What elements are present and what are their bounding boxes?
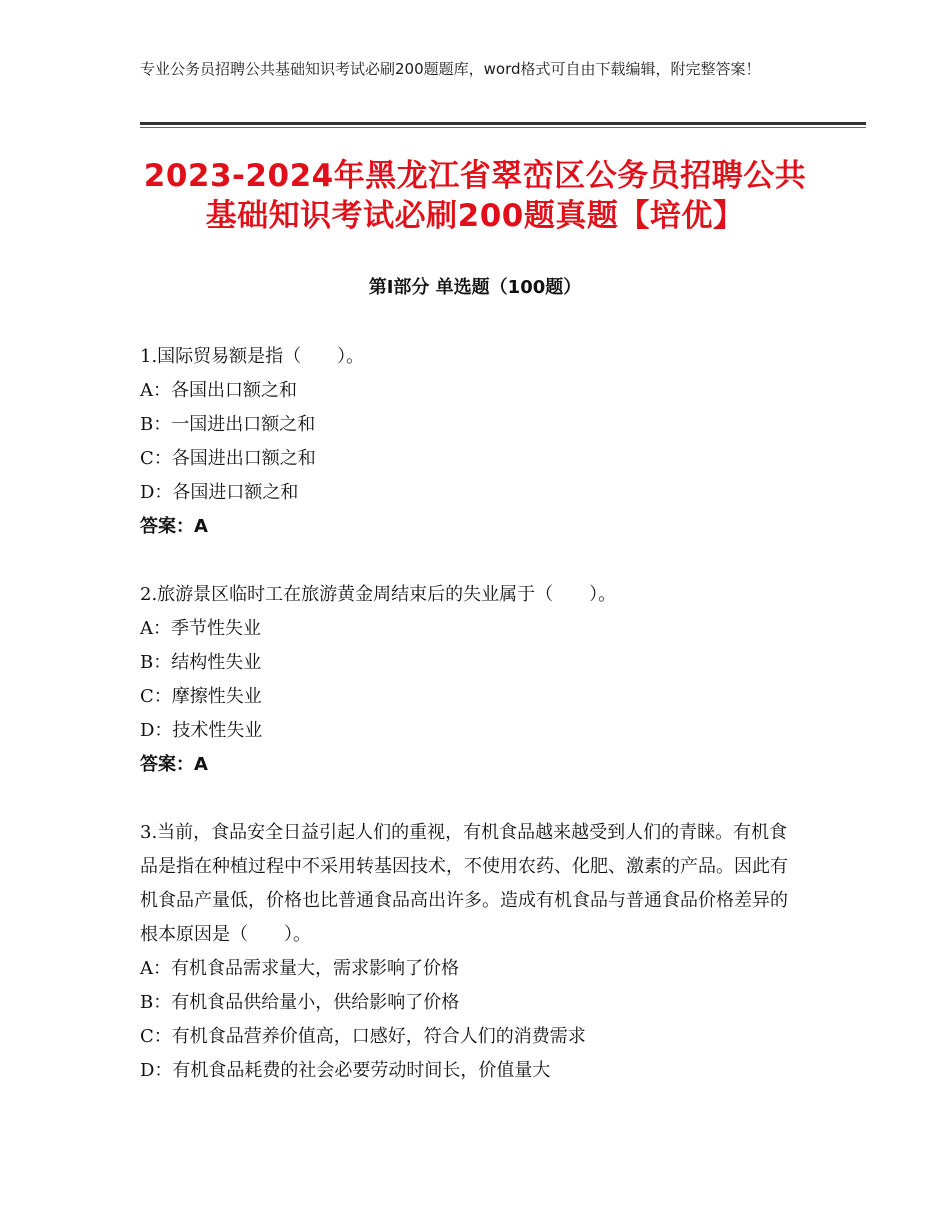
- question-3: [140, 816, 800, 1088]
- option-c: C：有机食品营养价值高，口感好，符合人们的消费需求: [140, 1026, 586, 1047]
- option-d: D：有机食品耗费的社会必要劳动时间长，价值量大: [140, 1060, 551, 1081]
- answer-label: 答案：A: [140, 754, 208, 775]
- question-list: [140, 340, 800, 1122]
- header-divider-thin: [140, 127, 866, 128]
- option-c: C：各国进出口额之和: [140, 448, 316, 469]
- option-b: B：一国进出口额之和: [140, 414, 316, 435]
- header-divider-thick: [140, 122, 866, 125]
- section-title: 第Ⅰ部分 单选题（100题）: [368, 277, 582, 298]
- option-d: D：技术性失业: [140, 720, 263, 741]
- option-d: D：各国进口额之和: [140, 482, 299, 503]
- question-stem: 2.旅游景区临时工在旅游黄金周结束后的失业属于（ ）。: [140, 584, 617, 605]
- option-b: B：有机食品供给量小，供给影响了价格: [140, 992, 460, 1013]
- option-b: B：结构性失业: [140, 652, 262, 673]
- question-stem: 1.国际贸易额是指（ ）。: [140, 346, 365, 367]
- document-title: 2023-2024年黑龙江省翠峦区公务员招聘公共基础知识考试必刷200题真题【培优】: [143, 158, 807, 234]
- answer-label: 答案：A: [140, 516, 208, 537]
- option-c: C：摩擦性失业: [140, 686, 262, 707]
- option-a: A：有机食品需求量大，需求影响了价格: [140, 958, 459, 979]
- question-stem: 3.当前，食品安全日益引起人们的重视，有机食品越来越受到人们的青睐。有机食品是指在种植过程中不采用转基因技术，不使用农药、化肥、激素的产品。因此有机食品产量低，价格也比普通食品高出许多。造成有机食品与普通食品价格差异的根本原因是（ ）。: [140, 822, 788, 945]
- question-1: [140, 340, 800, 544]
- option-a: A：各国出口额之和: [140, 380, 297, 401]
- option-a: A：季节性失业: [140, 618, 261, 639]
- header-note: 专业公务员招聘公共基础知识考试必刷200题题库，word格式可自由下载编辑，附完整答案！: [140, 60, 761, 78]
- question-2: [140, 578, 800, 782]
